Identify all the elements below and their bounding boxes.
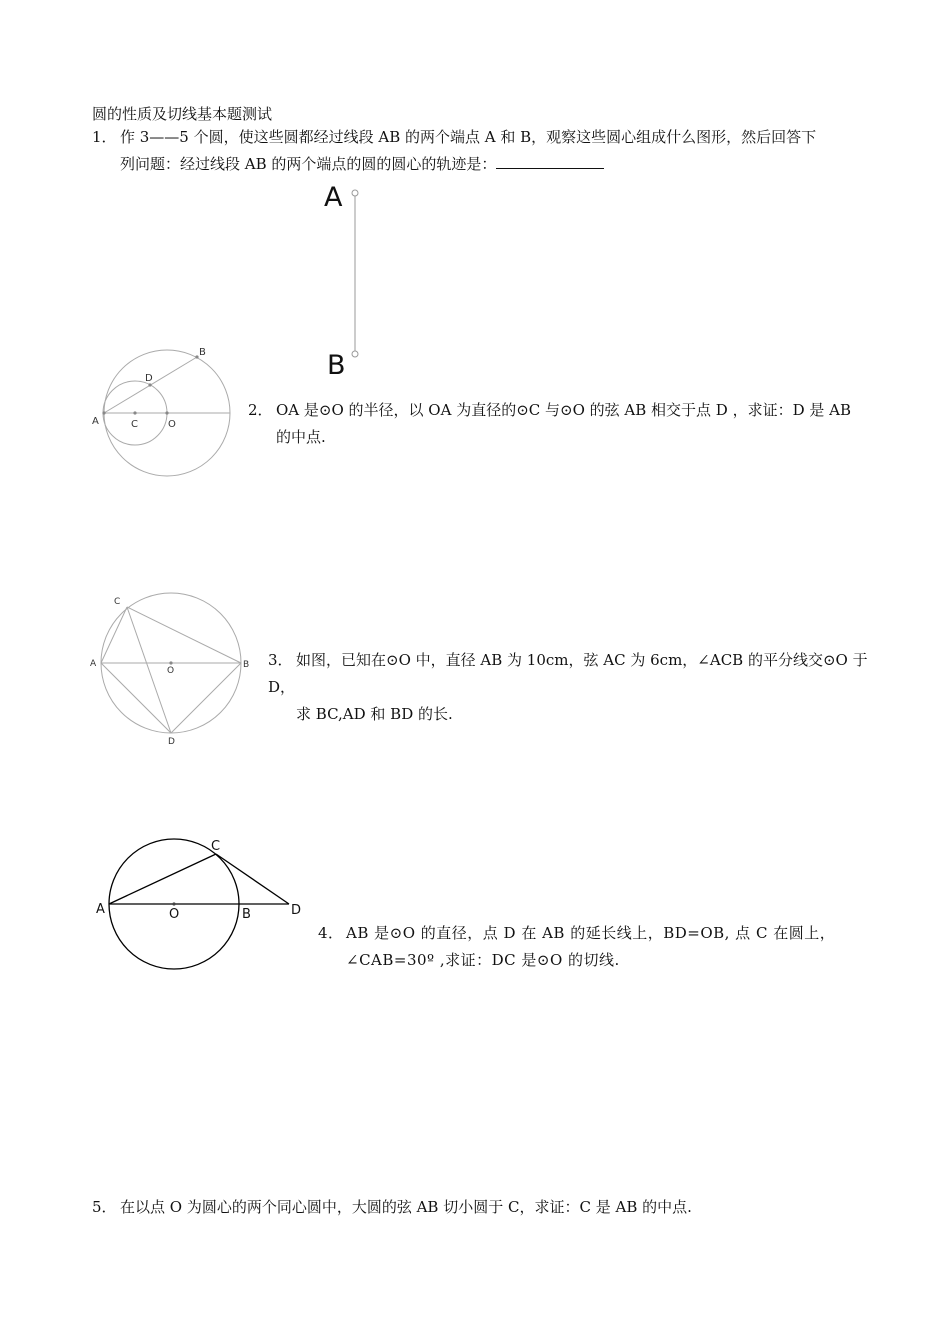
fig3-point-o: [169, 661, 172, 664]
fig3-label-b: B: [243, 660, 250, 670]
question-3-number: 3．: [268, 651, 293, 669]
fig4-label-d: D: [291, 903, 302, 918]
fig2-label-o: O: [168, 419, 176, 430]
question-3-line2: 求 BC,AD 和 BD 的长.: [296, 705, 453, 723]
fig1-label-a: A: [324, 182, 343, 213]
fig1-label-b: B: [327, 350, 346, 381]
fig4-label-o: O: [169, 907, 180, 922]
fig2-point-c: [133, 411, 136, 414]
fig2-label-a: A: [92, 416, 99, 427]
question-2-number: 2．: [248, 401, 273, 419]
chord-ac: [101, 607, 127, 663]
fig4-label-b: B: [242, 907, 251, 922]
question-1-number: 1．: [92, 128, 117, 146]
question-1-line1: 作 3——5 个圆，使这些圆都经过线段 AB 的两个端点 A 和 B，观察这些圆心组成什么图形，然后回答下: [120, 128, 817, 146]
fig2-label-b: B: [199, 347, 206, 358]
figure-3: [90, 593, 249, 747]
fig4-point-o: [172, 902, 175, 905]
point-b: [352, 351, 358, 357]
fig3-label-c: C: [114, 597, 121, 607]
fig2-point-o: [165, 411, 168, 414]
question-2-line2: 的中点.: [276, 428, 326, 446]
chord-bd: [171, 663, 241, 733]
chord-ad: [101, 663, 171, 733]
fig2-label-d: D: [145, 373, 153, 384]
figure-1: [324, 182, 358, 381]
figure-4: [96, 839, 301, 969]
fig3-label-o: O: [167, 666, 175, 676]
fig4-label-c: C: [211, 839, 221, 854]
question-2-line1: OA 是⊙O 的半径，以 OA 为直径的⊙C 与⊙O 的弦 AB 相交于点 D ，求证：D 是 AB: [276, 401, 852, 419]
figure-2: [92, 347, 230, 476]
question-1-line2: 列问题：经过线段 AB 的两个端点的圆的圆心的轨迹是：: [120, 155, 497, 173]
fig4-label-a: A: [96, 902, 105, 917]
question-5-number: 5．: [92, 1198, 117, 1216]
question-4-number: 4．: [318, 924, 344, 942]
question-3-line1: 如图，已知在⊙O 中，直径 AB 为 10cm，弦 AC 为 6cm，∠ACB 的平分线交⊙O 于 D，: [268, 651, 868, 696]
fig2-label-c: C: [131, 419, 138, 430]
question-4-line1: AB 是⊙O 的直径，点 D 在 AB 的延长线上，BD=OB, 点 C 在圆上，: [346, 924, 836, 942]
page-title: 圆的性质及切线基本题测试: [92, 105, 273, 123]
question-5-line1: 在以点 O 为圆心的两个同心圆中，大圆的弦 AB 切小圆于 C，求证：C 是 AB 的中点.: [120, 1198, 692, 1216]
question-4-line2: ∠CAB=30º ,求证：DC 是⊙O 的切线.: [346, 951, 620, 969]
fig2-point-a: [102, 411, 105, 414]
fig3-label-a: A: [90, 659, 97, 669]
point-a: [352, 190, 358, 196]
fig3-label-d: D: [168, 737, 175, 747]
tangent-cd: [216, 854, 289, 904]
